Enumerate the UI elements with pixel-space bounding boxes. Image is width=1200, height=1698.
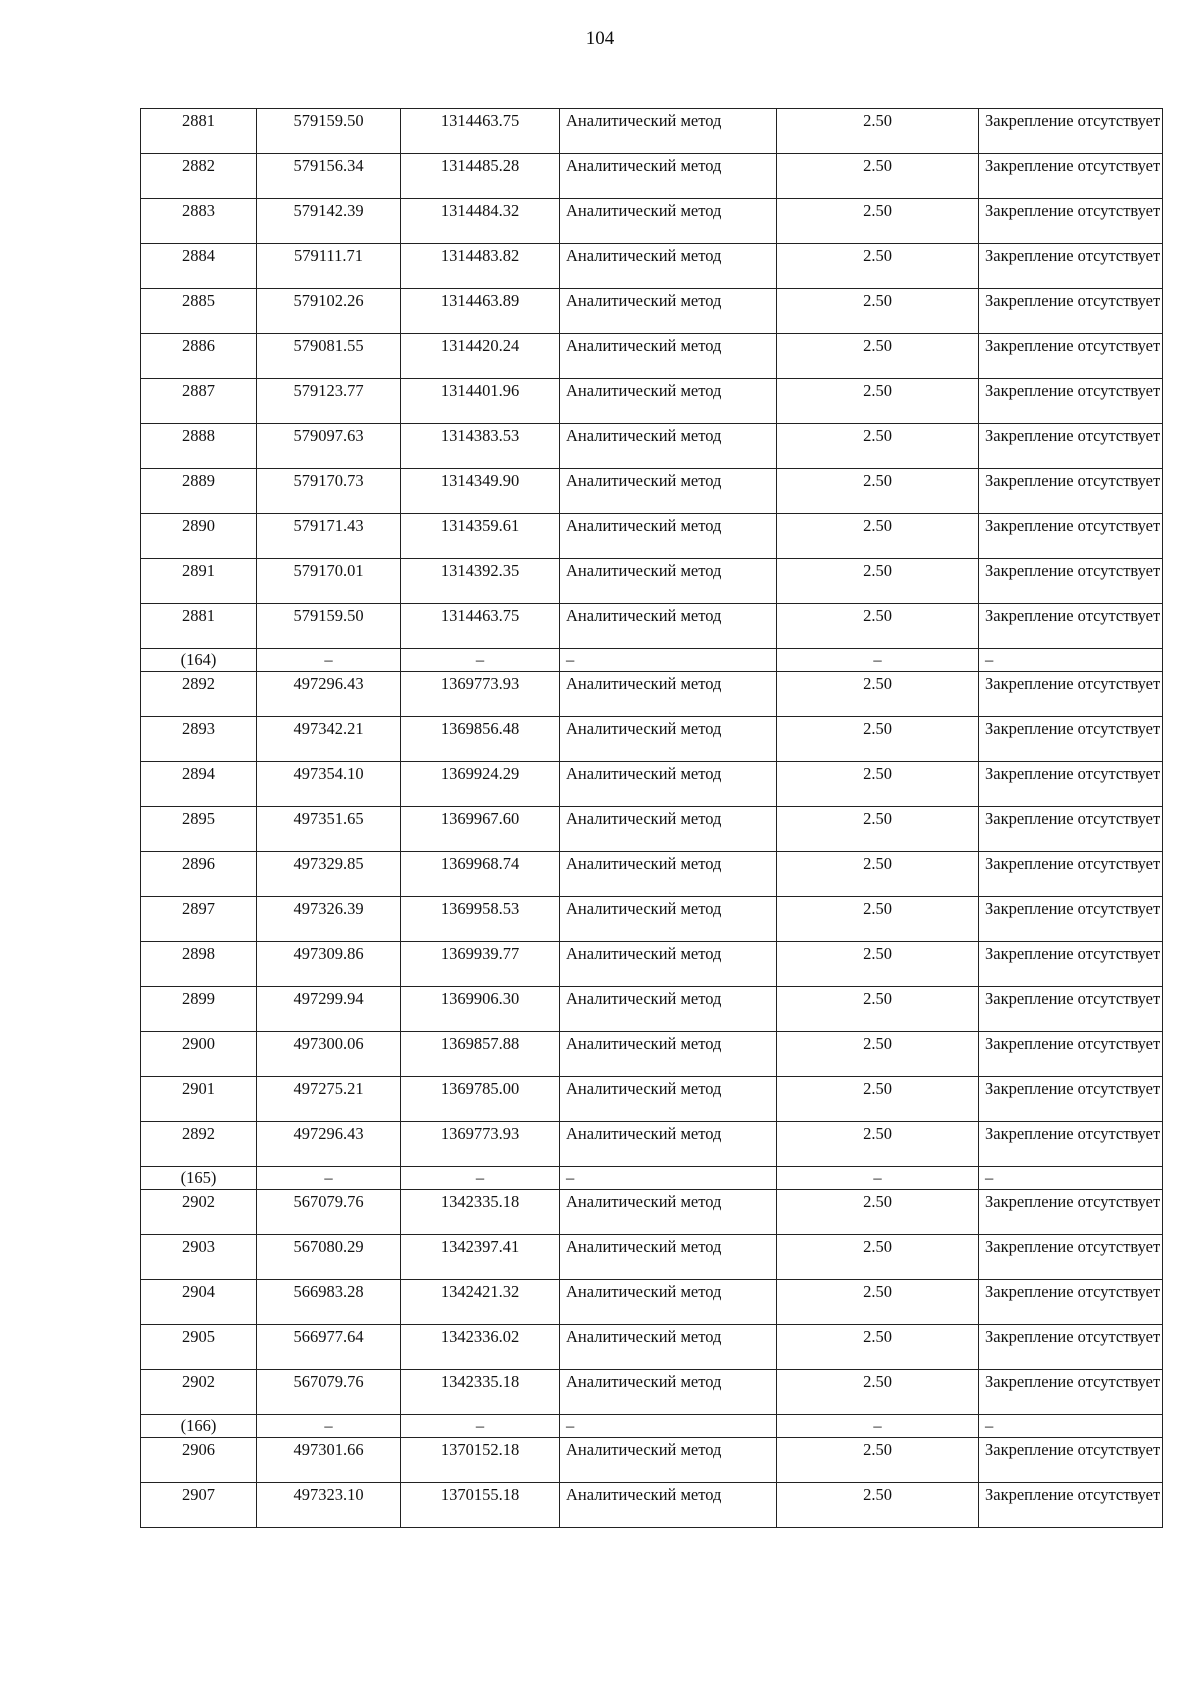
method-cell: Аналитический метод <box>560 897 777 942</box>
fixing-description-cell: Закрепление отсутствует <box>979 672 1163 717</box>
point-number-cell: 2906 <box>141 1438 257 1483</box>
table-row <box>141 199 1163 244</box>
accuracy-cell: 2.50 <box>777 244 979 289</box>
fixing-description-cell: Закрепление отсутствует <box>979 1032 1163 1077</box>
accuracy-cell: 2.50 <box>777 1483 979 1528</box>
table-row <box>141 717 1163 762</box>
method-cell: Аналитический метод <box>560 1370 777 1415</box>
method-cell: Аналитический метод <box>560 1190 777 1235</box>
fixing-description-cell: Закрепление отсутствует <box>979 244 1163 289</box>
x-coordinate-cell: 566977.64 <box>257 1325 401 1370</box>
fixing-description-cell: Закрепление отсутствует <box>979 1325 1163 1370</box>
fixing-description-cell: Закрепление отсутствует <box>979 1190 1163 1235</box>
x-coordinate-cell: 567080.29 <box>257 1235 401 1280</box>
fixing-description-cell: Закрепление отсутствует <box>979 1483 1163 1528</box>
y-coordinate-cell: 1314420.24 <box>401 334 560 379</box>
table-row <box>141 987 1163 1032</box>
point-number-cell: 2894 <box>141 762 257 807</box>
method-cell: Аналитический метод <box>560 469 777 514</box>
table-row <box>141 1438 1163 1483</box>
accuracy-cell: 2.50 <box>777 1122 979 1167</box>
y-coordinate-cell: 1369967.60 <box>401 807 560 852</box>
table-row <box>141 514 1163 559</box>
fixing-description-cell: – <box>979 1415 1163 1438</box>
table-row <box>141 244 1163 289</box>
table-row <box>141 1032 1163 1077</box>
fixing-description-cell: – <box>979 1167 1163 1190</box>
fixing-description-cell: Закрепление отсутствует <box>979 807 1163 852</box>
fixing-description-cell: Закрепление отсутствует <box>979 852 1163 897</box>
method-cell: Аналитический метод <box>560 604 777 649</box>
table-row <box>141 469 1163 514</box>
x-coordinate-cell: 497299.94 <box>257 987 401 1032</box>
fixing-description-cell: Закрепление отсутствует <box>979 1077 1163 1122</box>
table-row <box>141 1122 1163 1167</box>
point-number-cell: 2895 <box>141 807 257 852</box>
fixing-description-cell: Закрепление отсутствует <box>979 604 1163 649</box>
y-coordinate-cell: 1342397.41 <box>401 1235 560 1280</box>
y-coordinate-cell: – <box>401 649 560 672</box>
y-coordinate-cell: – <box>401 1415 560 1438</box>
point-number-cell: 2897 <box>141 897 257 942</box>
point-number-cell: 2905 <box>141 1325 257 1370</box>
fixing-description-cell: Закрепление отсутствует <box>979 1122 1163 1167</box>
fixing-description-cell: Закрепление отсутствует <box>979 199 1163 244</box>
fixing-description-cell: Закрепление отсутствует <box>979 1438 1163 1483</box>
method-cell: Аналитический метод <box>560 244 777 289</box>
x-coordinate-cell: – <box>257 649 401 672</box>
y-coordinate-cell: 1369939.77 <box>401 942 560 987</box>
fixing-description-cell: Закрепление отсутствует <box>979 334 1163 379</box>
point-number-cell: (164) <box>141 649 257 672</box>
fixing-description-cell: Закрепление отсутствует <box>979 469 1163 514</box>
x-coordinate-cell: 579171.43 <box>257 514 401 559</box>
x-coordinate-cell: 579097.63 <box>257 424 401 469</box>
y-coordinate-cell: 1369924.29 <box>401 762 560 807</box>
point-number-cell: 2885 <box>141 289 257 334</box>
y-coordinate-cell: 1369968.74 <box>401 852 560 897</box>
accuracy-cell: 2.50 <box>777 1077 979 1122</box>
fixing-description-cell: Закрепление отсутствует <box>979 1235 1163 1280</box>
method-cell: – <box>560 1167 777 1190</box>
method-cell: Аналитический метод <box>560 762 777 807</box>
table-row <box>141 672 1163 717</box>
y-coordinate-cell: 1369958.53 <box>401 897 560 942</box>
method-cell: Аналитический метод <box>560 199 777 244</box>
fixing-description-cell: – <box>979 649 1163 672</box>
x-coordinate-cell: 579170.73 <box>257 469 401 514</box>
accuracy-cell: 2.50 <box>777 942 979 987</box>
method-cell: Аналитический метод <box>560 1438 777 1483</box>
y-coordinate-cell: 1369773.93 <box>401 1122 560 1167</box>
fixing-description-cell: Закрепление отсутствует <box>979 424 1163 469</box>
table-row <box>141 852 1163 897</box>
x-coordinate-cell: 497329.85 <box>257 852 401 897</box>
method-cell: Аналитический метод <box>560 852 777 897</box>
accuracy-cell: 2.50 <box>777 469 979 514</box>
fixing-description-cell: Закрепление отсутствует <box>979 717 1163 762</box>
y-coordinate-cell: 1314392.35 <box>401 559 560 604</box>
x-coordinate-cell: 566983.28 <box>257 1280 401 1325</box>
method-cell: Аналитический метод <box>560 987 777 1032</box>
y-coordinate-cell: 1314463.75 <box>401 604 560 649</box>
table-row <box>141 1077 1163 1122</box>
accuracy-cell: 2.50 <box>777 807 979 852</box>
y-coordinate-cell: 1314383.53 <box>401 424 560 469</box>
point-number-cell: (166) <box>141 1415 257 1438</box>
fixing-description-cell: Закрепление отсутствует <box>979 897 1163 942</box>
table-row <box>141 942 1163 987</box>
point-number-cell: 2898 <box>141 942 257 987</box>
x-coordinate-cell: 497275.21 <box>257 1077 401 1122</box>
x-coordinate-cell: 579159.50 <box>257 604 401 649</box>
method-cell: Аналитический метод <box>560 672 777 717</box>
fixing-description-cell: Закрепление отсутствует <box>979 514 1163 559</box>
point-number-cell: 2886 <box>141 334 257 379</box>
x-coordinate-cell: 579159.50 <box>257 109 401 154</box>
method-cell: – <box>560 1415 777 1438</box>
fixing-description-cell: Закрепление отсутствует <box>979 379 1163 424</box>
x-coordinate-cell: 579111.71 <box>257 244 401 289</box>
x-coordinate-cell: 497351.65 <box>257 807 401 852</box>
page-number: 104 <box>585 28 615 49</box>
accuracy-cell: 2.50 <box>777 897 979 942</box>
y-coordinate-cell: 1314463.89 <box>401 289 560 334</box>
table-row <box>141 379 1163 424</box>
table-row <box>141 1280 1163 1325</box>
x-coordinate-cell: 497296.43 <box>257 1122 401 1167</box>
x-coordinate-cell: 579081.55 <box>257 334 401 379</box>
y-coordinate-cell: – <box>401 1167 560 1190</box>
accuracy-cell: 2.50 <box>777 424 979 469</box>
point-number-cell: 2902 <box>141 1370 257 1415</box>
table-row <box>141 762 1163 807</box>
method-cell: Аналитический метод <box>560 1122 777 1167</box>
fixing-description-cell: Закрепление отсутствует <box>979 154 1163 199</box>
point-number-cell: 2904 <box>141 1280 257 1325</box>
x-coordinate-cell: 579123.77 <box>257 379 401 424</box>
accuracy-cell: 2.50 <box>777 1032 979 1077</box>
table-row <box>141 1235 1163 1280</box>
point-number-cell: (165) <box>141 1167 257 1190</box>
x-coordinate-cell: 497296.43 <box>257 672 401 717</box>
y-coordinate-cell: 1314349.90 <box>401 469 560 514</box>
y-coordinate-cell: 1370152.18 <box>401 1438 560 1483</box>
accuracy-cell: 2.50 <box>777 109 979 154</box>
y-coordinate-cell: 1370155.18 <box>401 1483 560 1528</box>
fixing-description-cell: Закрепление отсутствует <box>979 762 1163 807</box>
accuracy-cell: 2.50 <box>777 1370 979 1415</box>
contour-separator-row <box>141 1415 1163 1438</box>
y-coordinate-cell: 1314483.82 <box>401 244 560 289</box>
point-number-cell: 2892 <box>141 1122 257 1167</box>
contour-separator-row <box>141 1167 1163 1190</box>
method-cell: Аналитический метод <box>560 807 777 852</box>
point-number-cell: 2882 <box>141 154 257 199</box>
point-number-cell: 2889 <box>141 469 257 514</box>
fixing-description-cell: Закрепление отсутствует <box>979 289 1163 334</box>
table-row <box>141 807 1163 852</box>
table-row <box>141 897 1163 942</box>
y-coordinate-cell: 1342335.18 <box>401 1370 560 1415</box>
x-coordinate-cell: 497342.21 <box>257 717 401 762</box>
accuracy-cell: 2.50 <box>777 289 979 334</box>
fixing-description-cell: Закрепление отсутствует <box>979 109 1163 154</box>
accuracy-cell: 2.50 <box>777 604 979 649</box>
method-cell: – <box>560 649 777 672</box>
fixing-description-cell: Закрепление отсутствует <box>979 1280 1163 1325</box>
table-row <box>141 289 1163 334</box>
method-cell: Аналитический метод <box>560 379 777 424</box>
method-cell: Аналитический метод <box>560 559 777 604</box>
point-number-cell: 2907 <box>141 1483 257 1528</box>
point-number-cell: 2881 <box>141 109 257 154</box>
method-cell: Аналитический метод <box>560 109 777 154</box>
y-coordinate-cell: 1369906.30 <box>401 987 560 1032</box>
fixing-description-cell: Закрепление отсутствует <box>979 1370 1163 1415</box>
accuracy-cell: 2.50 <box>777 762 979 807</box>
table-row <box>141 334 1163 379</box>
point-number-cell: 2884 <box>141 244 257 289</box>
y-coordinate-cell: 1342335.18 <box>401 1190 560 1235</box>
accuracy-cell: – <box>777 649 979 672</box>
method-cell: Аналитический метод <box>560 1325 777 1370</box>
accuracy-cell: 2.50 <box>777 987 979 1032</box>
contour-separator-row <box>141 649 1163 672</box>
accuracy-cell: 2.50 <box>777 672 979 717</box>
point-number-cell: 2900 <box>141 1032 257 1077</box>
x-coordinate-cell: 497301.66 <box>257 1438 401 1483</box>
y-coordinate-cell: 1314359.61 <box>401 514 560 559</box>
x-coordinate-cell: 579156.34 <box>257 154 401 199</box>
y-coordinate-cell: 1342421.32 <box>401 1280 560 1325</box>
accuracy-cell: 2.50 <box>777 852 979 897</box>
y-coordinate-cell: 1369856.48 <box>401 717 560 762</box>
table-row <box>141 1483 1163 1528</box>
method-cell: Аналитический метод <box>560 289 777 334</box>
table-row <box>141 1325 1163 1370</box>
point-number-cell: 2888 <box>141 424 257 469</box>
accuracy-cell: 2.50 <box>777 717 979 762</box>
method-cell: Аналитический метод <box>560 514 777 559</box>
y-coordinate-cell: 1369857.88 <box>401 1032 560 1077</box>
accuracy-cell: 2.50 <box>777 1325 979 1370</box>
accuracy-cell: 2.50 <box>777 154 979 199</box>
point-number-cell: 2896 <box>141 852 257 897</box>
y-coordinate-cell: 1314485.28 <box>401 154 560 199</box>
accuracy-cell: 2.50 <box>777 334 979 379</box>
point-number-cell: 2902 <box>141 1190 257 1235</box>
accuracy-cell: 2.50 <box>777 1438 979 1483</box>
table-row <box>141 1190 1163 1235</box>
table-row <box>141 604 1163 649</box>
point-number-cell: 2881 <box>141 604 257 649</box>
accuracy-cell: 2.50 <box>777 379 979 424</box>
x-coordinate-cell: 579170.01 <box>257 559 401 604</box>
method-cell: Аналитический метод <box>560 1235 777 1280</box>
accuracy-cell: 2.50 <box>777 559 979 604</box>
x-coordinate-cell: 497326.39 <box>257 897 401 942</box>
point-number-cell: 2893 <box>141 717 257 762</box>
y-coordinate-cell: 1314484.32 <box>401 199 560 244</box>
accuracy-cell: 2.50 <box>777 199 979 244</box>
method-cell: Аналитический метод <box>560 424 777 469</box>
point-number-cell: 2887 <box>141 379 257 424</box>
accuracy-cell: 2.50 <box>777 514 979 559</box>
point-number-cell: 2883 <box>141 199 257 244</box>
method-cell: Аналитический метод <box>560 942 777 987</box>
x-coordinate-cell: 497323.10 <box>257 1483 401 1528</box>
accuracy-cell: 2.50 <box>777 1235 979 1280</box>
fixing-description-cell: Закрепление отсутствует <box>979 942 1163 987</box>
table-row <box>141 559 1163 604</box>
y-coordinate-cell: 1314463.75 <box>401 109 560 154</box>
y-coordinate-cell: 1369773.93 <box>401 672 560 717</box>
point-number-cell: 2892 <box>141 672 257 717</box>
table-row <box>141 424 1163 469</box>
x-coordinate-cell: – <box>257 1167 401 1190</box>
coordinates-table-body <box>141 109 1163 1528</box>
accuracy-cell: – <box>777 1167 979 1190</box>
fixing-description-cell: Закрепление отсутствует <box>979 987 1163 1032</box>
method-cell: Аналитический метод <box>560 717 777 762</box>
y-coordinate-cell: 1314401.96 <box>401 379 560 424</box>
method-cell: Аналитический метод <box>560 1483 777 1528</box>
point-number-cell: 2903 <box>141 1235 257 1280</box>
table-row <box>141 154 1163 199</box>
method-cell: Аналитический метод <box>560 334 777 379</box>
point-number-cell: 2901 <box>141 1077 257 1122</box>
x-coordinate-cell: 567079.76 <box>257 1190 401 1235</box>
y-coordinate-cell: 1369785.00 <box>401 1077 560 1122</box>
table-row <box>141 109 1163 154</box>
x-coordinate-cell: – <box>257 1415 401 1438</box>
accuracy-cell: 2.50 <box>777 1280 979 1325</box>
method-cell: Аналитический метод <box>560 1032 777 1077</box>
x-coordinate-cell: 567079.76 <box>257 1370 401 1415</box>
method-cell: Аналитический метод <box>560 154 777 199</box>
coordinates-table <box>140 108 1163 1528</box>
x-coordinate-cell: 497309.86 <box>257 942 401 987</box>
method-cell: Аналитический метод <box>560 1077 777 1122</box>
x-coordinate-cell: 579142.39 <box>257 199 401 244</box>
point-number-cell: 2899 <box>141 987 257 1032</box>
x-coordinate-cell: 497354.10 <box>257 762 401 807</box>
y-coordinate-cell: 1342336.02 <box>401 1325 560 1370</box>
point-number-cell: 2890 <box>141 514 257 559</box>
accuracy-cell: – <box>777 1415 979 1438</box>
table-row <box>141 1370 1163 1415</box>
x-coordinate-cell: 579102.26 <box>257 289 401 334</box>
point-number-cell: 2891 <box>141 559 257 604</box>
fixing-description-cell: Закрепление отсутствует <box>979 559 1163 604</box>
accuracy-cell: 2.50 <box>777 1190 979 1235</box>
x-coordinate-cell: 497300.06 <box>257 1032 401 1077</box>
method-cell: Аналитический метод <box>560 1280 777 1325</box>
